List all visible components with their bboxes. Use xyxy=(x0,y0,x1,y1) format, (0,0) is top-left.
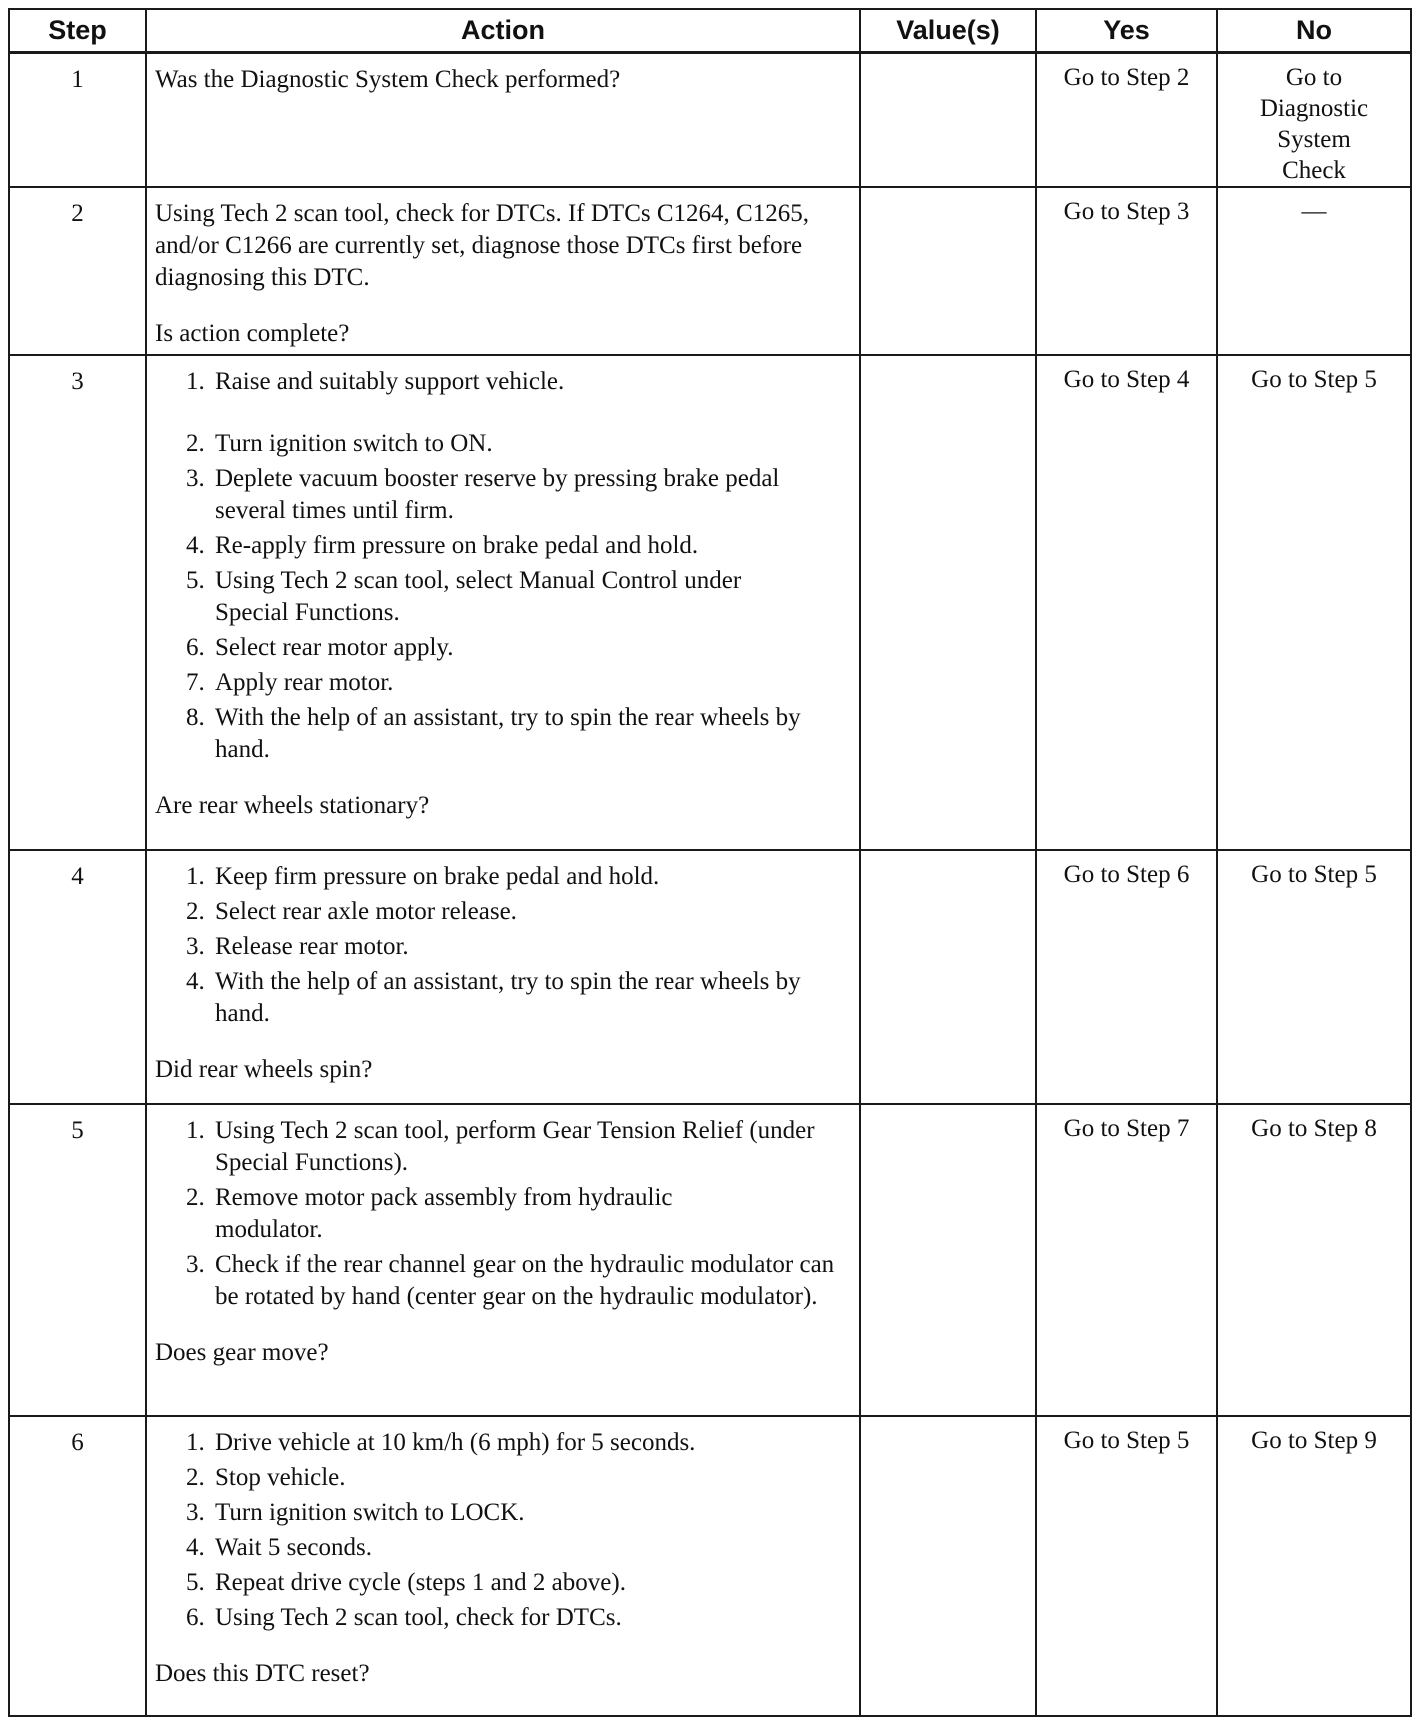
action-cell xyxy=(146,1416,860,1716)
list-item: 1. Using Tech 2 scan tool, perform Gear Tension Relief (under Special Functions). xyxy=(211,1115,837,1179)
table-row xyxy=(9,355,1411,850)
table-row xyxy=(9,187,1411,355)
value-cell xyxy=(860,850,1036,1104)
action-steps xyxy=(155,1427,847,1634)
table-row xyxy=(9,1416,1411,1716)
action-cell xyxy=(146,187,860,355)
value-cell xyxy=(860,355,1036,850)
list-item: 5. Repeat drive cycle (steps 1 and 2 above). xyxy=(211,1567,847,1599)
value-cell xyxy=(860,53,1036,188)
action-question: Are rear wheels stationary? xyxy=(155,792,430,819)
action-steps xyxy=(155,1115,837,1313)
action-intro: Using Tech 2 scan tool, check for DTCs. If DTCs C1264, C1265, and/or C1266 are currently set, diagnose those DTCs first before diagnosing this DTC. xyxy=(155,200,809,291)
value-cell xyxy=(860,187,1036,355)
header-row xyxy=(9,9,1411,53)
no-cell: Go to Step 8 xyxy=(1217,1104,1411,1416)
list-item: 4. Wait 5 seconds. xyxy=(211,1532,847,1564)
step-number: 5 xyxy=(9,1104,146,1416)
list-item: 3. Deplete vacuum booster reserve by pressing brake pedal several times until firm. xyxy=(211,463,807,527)
step-number: 2 xyxy=(9,187,146,355)
action-steps xyxy=(155,861,807,1030)
list-item: 8. With the help of an assistant, try to spin the rear wheels by hand. xyxy=(211,702,807,766)
list-item: 1. Drive vehicle at 10 km/h (6 mph) for 5 seconds. xyxy=(211,1427,847,1459)
yes-cell: Go to Step 4 xyxy=(1036,355,1217,850)
header-values: Value(s) xyxy=(860,9,1036,53)
list-item: 5. Using Tech 2 scan tool, select Manual Control under Special Functions. xyxy=(211,565,807,629)
table-row xyxy=(9,53,1411,188)
no-cell: Go to Diagnostic System Check xyxy=(1217,53,1411,188)
list-item: 1. Keep firm pressure on brake pedal and hold. xyxy=(211,861,807,893)
action-cell xyxy=(146,850,860,1104)
yes-cell: Go to Step 7 xyxy=(1036,1104,1217,1416)
no-cell: Go to Step 5 xyxy=(1217,355,1411,850)
list-item: 3. Release rear motor. xyxy=(211,931,807,963)
action-question: Did rear wheels spin? xyxy=(155,1056,373,1083)
action-cell xyxy=(146,355,860,850)
list-item: 4. Re-apply firm pressure on brake pedal and hold. xyxy=(211,530,807,562)
list-item: 2. Remove motor pack assembly from hydraulic modulator. xyxy=(211,1182,757,1246)
list-item: 6. Select rear motor apply. xyxy=(211,632,807,664)
list-item: 3. Check if the rear channel gear on the hydraulic modulator can be rotated by hand (center gear on the hydraulic modulator). xyxy=(211,1249,837,1313)
header-yes: Yes xyxy=(1036,9,1217,53)
diagnostic-table xyxy=(8,8,1412,1717)
action-question: Does this DTC reset? xyxy=(155,1660,370,1687)
no-cell: Go to Step 9 xyxy=(1217,1416,1411,1716)
value-cell xyxy=(860,1104,1036,1416)
action-question: Does gear move? xyxy=(155,1339,329,1366)
list-item: 7. Apply rear motor. xyxy=(211,667,807,699)
step-number: 4 xyxy=(9,850,146,1104)
yes-cell: Go to Step 5 xyxy=(1036,1416,1217,1716)
action-cell xyxy=(146,1104,860,1416)
no-cell: — xyxy=(1217,187,1411,355)
list-item: 2. Stop vehicle. xyxy=(211,1462,847,1494)
yes-cell: Go to Step 6 xyxy=(1036,850,1217,1104)
list-item: 3. Turn ignition switch to LOCK. xyxy=(211,1497,847,1529)
action-steps xyxy=(155,366,807,766)
header-no: No xyxy=(1217,9,1411,53)
list-item: 2. Select rear axle motor release. xyxy=(211,896,807,928)
value-cell xyxy=(860,1416,1036,1716)
table-row xyxy=(9,850,1411,1104)
list-item: 4. With the help of an assistant, try to spin the rear wheels by hand. xyxy=(211,966,807,1030)
list-item: 2. Turn ignition switch to ON. xyxy=(211,428,807,460)
list-item: 1. Raise and suitably support vehicle. xyxy=(211,366,807,398)
yes-cell: Go to Step 2 xyxy=(1036,53,1217,188)
list-item: 6. Using Tech 2 scan tool, check for DTCs. xyxy=(211,1602,847,1634)
yes-cell: Go to Step 3 xyxy=(1036,187,1217,355)
action-question: Is action complete? xyxy=(155,320,350,347)
action-intro: Was the Diagnostic System Check performed? xyxy=(155,66,621,93)
header-step: Step xyxy=(9,9,146,53)
step-number: 3 xyxy=(9,355,146,850)
table-row xyxy=(9,1104,1411,1416)
no-cell: Go to Step 5 xyxy=(1217,850,1411,1104)
step-number: 1 xyxy=(9,53,146,188)
action-cell xyxy=(146,53,860,188)
header-action: Action xyxy=(146,9,860,53)
step-number: 6 xyxy=(9,1416,146,1716)
